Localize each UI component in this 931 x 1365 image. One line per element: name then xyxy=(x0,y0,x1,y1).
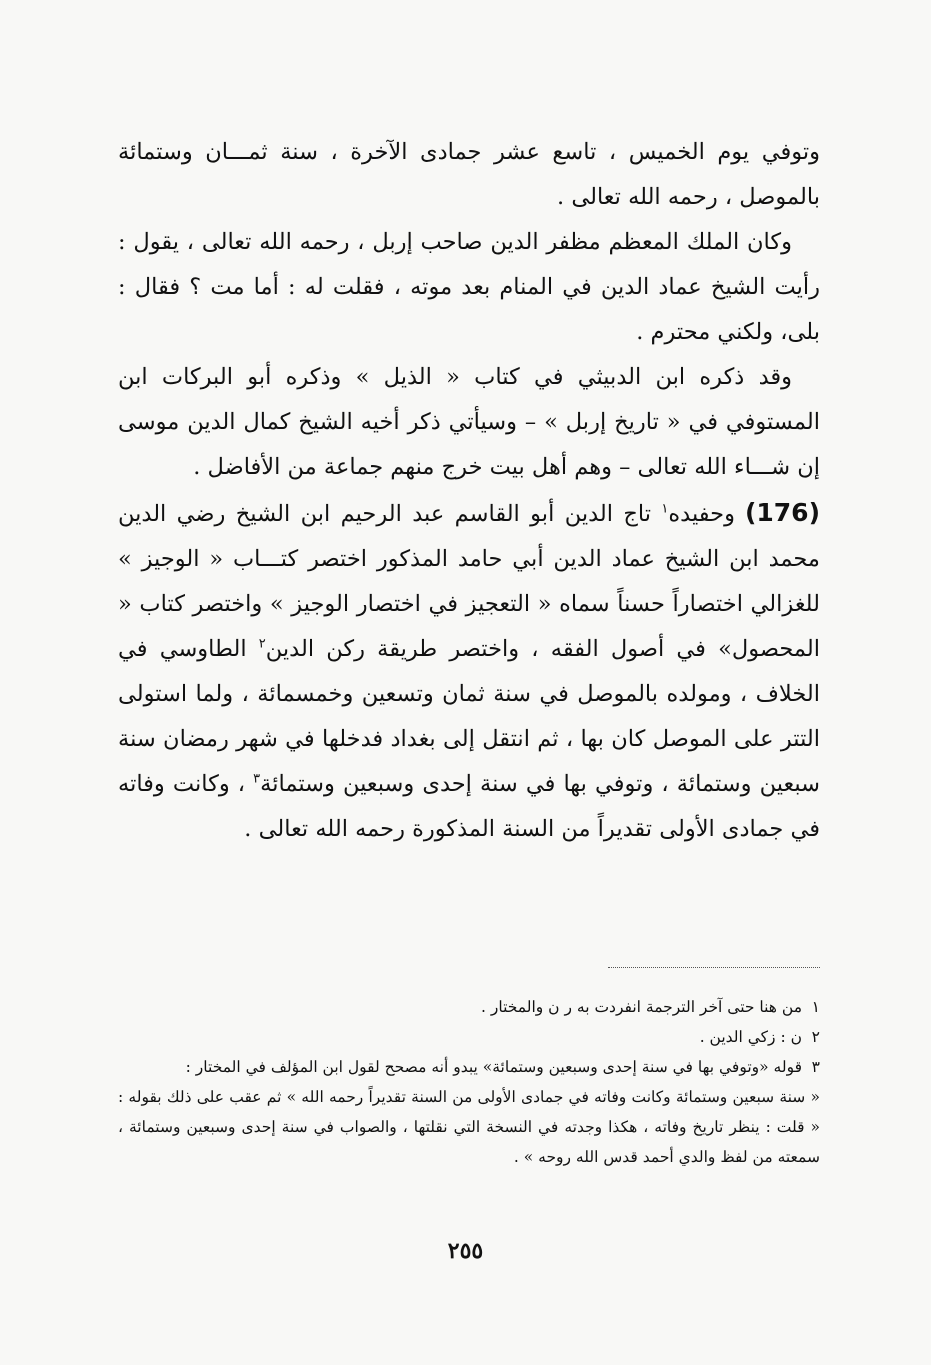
main-text xyxy=(118,130,820,852)
footnote-ref-2[interactable]: ٢ xyxy=(258,636,266,652)
paragraph-sources: وقد ذكره ابن الدبيثي في كتاب « الذيل » وذكره أبو البركات ابن المستوفي في « تاريخ إربل » – وسيأتي ذكر أخيه الشيخ كمال الدين موسى إن شـــاء الله تعالى – وهم أهل بيت خرج منهم جماعة من الأفاضل . xyxy=(118,364,820,480)
footnote-ref-3[interactable]: ٣ xyxy=(253,771,261,787)
entry-lead: وحفيده xyxy=(668,501,735,527)
footnote-text: ن : زكي الدين . xyxy=(699,1028,802,1046)
footnote-number: ٣ xyxy=(811,1058,820,1076)
entry-text-part2: الطاوسي في الخلاف ، ومولده بالموصل في سنة ثمان وتسعين وخمسمائة ، ولما استولى التتر على الموصل كان بها ، ثم انتقل إلى بغداد فدخلها في شهر رمضان سنة سبعين وستمائة ، وتوفي بها في سنة إحدى وسبعين وستمائة xyxy=(118,636,820,797)
entry-number: (176) xyxy=(744,498,820,527)
footnote-1 xyxy=(118,992,820,1022)
footnote-3 xyxy=(118,1052,820,1082)
entry-text-part3: ، وكانت وفاته في جمادى الأولى تقديراً من السنة المذكورة رحمه الله تعالى . xyxy=(118,771,820,842)
footnote-number: ٢ xyxy=(811,1028,820,1046)
footnote-number: ١ xyxy=(811,998,820,1016)
page-number: ٢٥٥ xyxy=(447,1238,484,1264)
footnote-divider xyxy=(608,967,820,968)
footnotes xyxy=(118,992,820,1172)
footnote-text: قوله «وتوفي بها في سنة إحدى وسبعين وستمائة» يبدو أنه مصحح لقول ابن المؤلف في المختار : xyxy=(185,1058,802,1076)
paragraph-death: وتوفي يوم الخميس ، تاسع عشر جمادى الآخرة ، سنة ثمـــان وستمائة بالموصل ، رحمه الله تعالى . xyxy=(118,139,820,210)
entry-text-part1: تاج الدين أبو القاسم عبد الرحيم ابن الشيخ رضي الدين محمد ابن الشيخ عماد الدين أبي حامد المذكور اختصر كتـــاب « الوجيز » للغزالي اختصاراً حسناً سماه « التعجيز في اختصار الوجيز » واختصر كتاب « المحصول» في أصول الفقه ، واختصر طريقة ركن الدين xyxy=(118,501,820,662)
entry-176 xyxy=(118,490,820,852)
footnote-3-continuation: « سنة سبعين وستمائة وكانت وفاته في جمادى الأولى من السنة تقديراً رحمه الله » ثم عقب على ذلك بقوله : « قلت : ينظر تاريخ وفاته ، هكذا وجدته في النسخة التي نقلتها ، والصواب في سنة إحدى وسبعين وستمائة ، سمعته من لفظ والدي أحمد قدس الله روحه » . xyxy=(118,1088,820,1166)
paragraph-dream: وكان الملك المعظم مظفر الدين صاحب إربل ، رحمه الله تعالى ، يقول : رأيت الشيخ عماد الدين في المنام بعد موته ، فقلت له : أما مت ؟ فقال : بلى، ولكني محترم . xyxy=(118,229,820,345)
footnote-ref-1[interactable]: ١ xyxy=(661,501,669,517)
footnote-text: من هنا حتى آخر الترجمة انفردت به ر ن والمختار . xyxy=(481,998,802,1016)
footnote-2 xyxy=(118,1022,820,1052)
